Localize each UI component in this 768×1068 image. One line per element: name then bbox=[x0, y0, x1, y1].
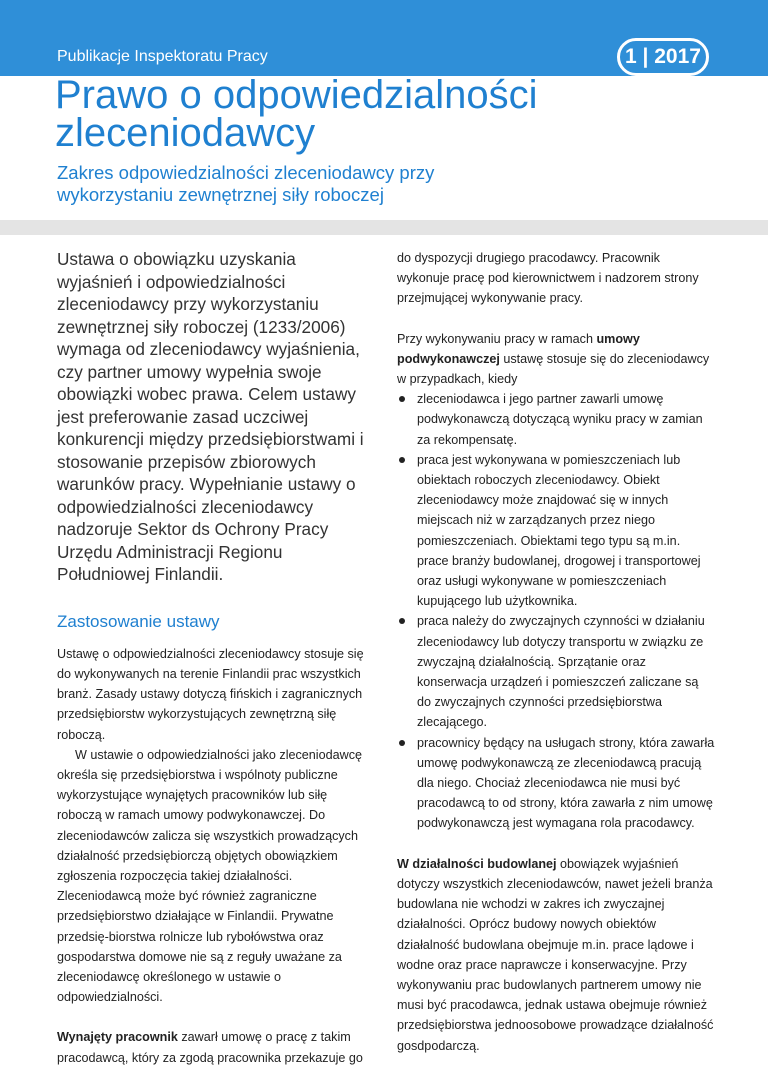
bullet-icon bbox=[399, 457, 405, 463]
right-paragraph-3 bbox=[397, 854, 715, 1056]
publication-name: Publikacje Inspektoratu Pracy bbox=[57, 48, 268, 65]
term-hired-worker: Wynajęty pracownik bbox=[57, 1030, 178, 1045]
list-item-text: praca należy do zwyczajnych czynności w działaniu zleceniodawcy lub dotyczy transportu w związku ze zwyczajną działalnością. Sprzątanie oraz konserwacja urządzeń i pomieszczeń zaliczane są do zwyczajnych czynności przedsiębiorstwa zlecającego. bbox=[417, 614, 705, 730]
separator-band bbox=[0, 220, 768, 235]
bullet-icon bbox=[399, 618, 405, 624]
right-paragraph-1: do dyspozycji drugiego pracodawcy. Pracownik wykonuje pracę pod kierownictwem i nadzorem strony przejmującej wykonywanie pracy. bbox=[397, 251, 699, 306]
title-line-2: zleceniodawcy bbox=[55, 111, 316, 155]
body-paragraph-2: W ustawie o odpowiedzialności jako zleceniodawcę określa się przedsiębiorstwa i wspólnoty publiczne wykorzystujące wynajętych pracowników lub siłę roboczą w ramach umowy podwykonawczej. Do zleceniodawców zalicza się wszystkich prowadzących działalność przedsiębiorczą objętych obowiązkiem zgłoszenia rozpoczęcia takiej działalności. Zleceniodawcą może być również zagraniczne przedsiębiorstwo działające w Finlandii. Prywatne przedsię-biorstwa rolnicze lub rybołówstwa oraz gospodarstwa domowe nie są z reguły uważane za zleceniodawcę określonego w ustawie o odpowiedzialności. bbox=[57, 747, 363, 1005]
body-paragraph-3-text: zawarł umowę o pracę z takim pracodawcą, który za zgodą pracownika przekazuje go bbox=[57, 1030, 363, 1065]
lead-paragraph: Ustawa o obowiązku uzyskania wyjaśnień i odpowiedzialności zleceniodawcy przy wykorzystaniu zewnętrznej siły roboczej (1233/2006) wymaga od zleceniodawcy wyjaśnienia, czy partner umowy wypełnia swoje obowiązki wobec prawa. Celem ustawy jest preferowanie zasad uczciwej konkurencji między przedsiębiorstwami i stosowanie przepisów zbiorowych warunków pracy. Wypełnianie ustawy o odpowiedzialności zleceniodawcy nadzoruje Sektor ds Ochrony Pracy Urzędu Administracji Regionu Południowej Finlandii. bbox=[57, 249, 364, 584]
page-subtitle: Zakres odpowiedzialności zleceniodawcy przy wykorzystaniu zewnętrznej siły roboczej bbox=[57, 162, 435, 205]
right-paragraph-2 bbox=[397, 329, 715, 390]
list-item-text: zleceniodawca i jego partner zawarli umowę podwykonawczą dotyczącą wyniku pracy w zamian za rekompensatę. bbox=[417, 392, 703, 447]
list-item bbox=[397, 733, 715, 834]
left-column bbox=[57, 248, 367, 1068]
title-line-1: Prawo o odpowiedzialności bbox=[55, 73, 538, 117]
issue-badge: 1 | 2017 bbox=[617, 38, 709, 76]
right-paragraph-2-pre: Przy wykonywaniu pracy w ramach bbox=[397, 331, 597, 346]
right-column bbox=[397, 248, 715, 1056]
right-paragraph-3-text: obowiązek wyjaśnień dotyczy wszystkich zleceniodawców, nawet jeżeli branża budowlana nie wchodzi w zakres ich zwyczajnej działalności. Oprócz budowy nowych obiektów działalność budowlana obejmuje m.in. prace lądowe i wodne oraz prace naprawcze i konserwacyjne. Przy wykonywaniu prac budowlanych partnerem umowy nie musi być pracodawca, jednak ustawa obejmuje również przedsiębiorstwa jednoosobowe prowadzące działalność gosdpodarczą. bbox=[397, 856, 714, 1053]
conditions-list bbox=[397, 389, 715, 833]
list-item bbox=[397, 450, 715, 612]
body-paragraph-1: Ustawę o odpowiedzialności zleceniodawcy stosuje się do wykonywanych na terenie Finlandii prac wszystkich branż. Zasady ustawy dotyczą fińskich i zagranicznych przedsiębiorstw wykorzystujących zewnętrzną siłę roboczą. bbox=[57, 646, 364, 742]
page-title bbox=[55, 73, 538, 155]
section-heading: Zastosowanie ustawy bbox=[57, 611, 220, 631]
right-paragraph-2-post: ustawę stosuje się do zleceniodawcy w przypadkach, kiedy bbox=[397, 351, 710, 387]
list-item bbox=[397, 389, 715, 450]
term-construction: W działalności budowlanej bbox=[397, 856, 557, 871]
term-subcontract: umowy podwykonawczej bbox=[397, 331, 640, 366]
list-item-text: pracownicy będący na usługach strony, która zawarła umowę podwykonawczą ze zleceniodawcą pracują dla niego. Chociaż zleceniodawca nie musi być pracodawcą to od strony, która zawarła z nim umowę podwykonawczą jest wymagana rola pracodawcy. bbox=[417, 735, 715, 831]
list-item-text: praca jest wykonywana w pomieszczeniach lub obiektach roboczych zleceniodawcy. Obiekt zleceniodawcy może znajdować się w innych miejscach niż w zarządzanych przez niego pomieszczeniach. Obiektami tego typu są m.in. prace branży budowlanej, drogowej i transportowej oraz usługi wykonywane w pomieszczeniach kupującego lub użytkownika. bbox=[417, 452, 701, 609]
bullet-icon bbox=[399, 740, 405, 746]
bullet-icon bbox=[399, 396, 405, 402]
body-paragraph-3 bbox=[57, 1027, 367, 1067]
list-item bbox=[397, 611, 715, 732]
